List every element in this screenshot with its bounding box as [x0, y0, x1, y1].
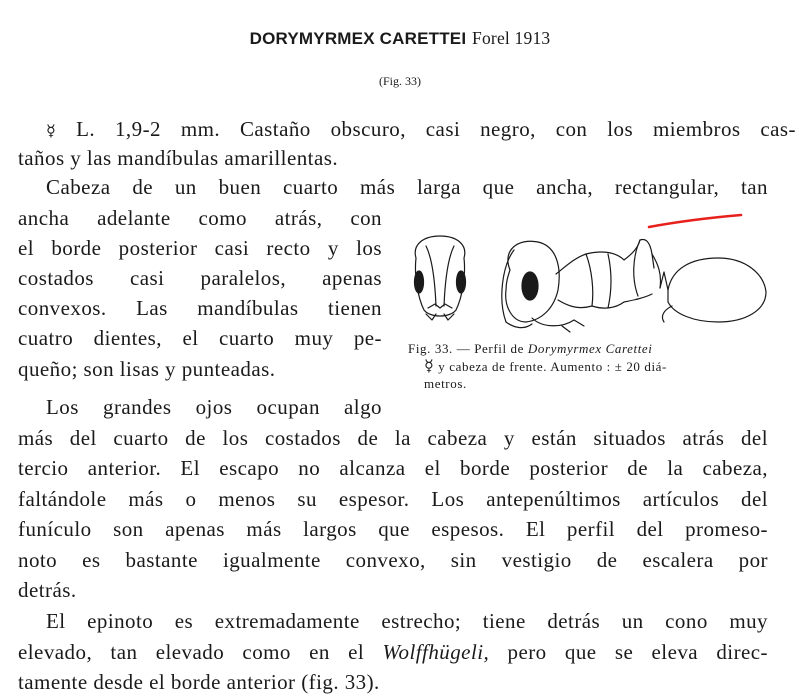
text-line: tamente desde el borde anterior (fig. 33).: [18, 670, 380, 694]
text-line: [46, 114, 796, 146]
text-span: L. 1,9-2 mm. Castaño obscuro, casi negro, con los miembros cas-: [76, 117, 796, 141]
worker-symbol: ☿: [424, 356, 435, 375]
text-line: tercio anterior. El escapo no alcanza el borde posterior de la cabeza,: [18, 456, 768, 480]
text-line: noto es bastante igualmente convexo, sin vestigio de escalera por: [18, 548, 768, 572]
text-line: Cabeza de un buen cuarto más larga que ancha, rectangular, tan: [46, 175, 768, 199]
text-line: El epinoto es extremadamente estrecho; tiene detrás un cono muy: [46, 609, 768, 633]
worker-symbol: ☿: [46, 121, 57, 140]
text-line: ancha adelante como atrás, con: [18, 206, 382, 230]
text-line: taños y las mandíbulas amarillentas.: [18, 146, 339, 170]
text-line: costados casi paralelos, apenas: [18, 266, 382, 290]
caption-line: metros.: [424, 376, 467, 391]
caption-line: [408, 340, 758, 357]
text-line: detrás.: [18, 578, 77, 602]
species-italic: Wolffhügeli,: [382, 640, 490, 664]
text-line: faltándole más o menos su espesor. Los antepenúltimos artículos del: [18, 487, 768, 511]
text-line: Los grandes ojos ocupan algo: [46, 395, 382, 419]
red-annotation-mark: [646, 210, 746, 230]
species-italic: Dorymyrmex Carettei: [527, 341, 653, 356]
ant-profile-view: [502, 240, 766, 332]
figure-reference: (Fig. 33): [379, 74, 421, 88]
figure-caption: [408, 340, 758, 392]
author-year: Forel 1913: [472, 28, 551, 48]
text-line: funículo son apenas más largos que espesos. El perfil del promeso-: [18, 517, 768, 541]
text-line: cuatro dientes, el cuarto muy pe-: [18, 326, 382, 350]
caption-text: Fig. 33. — Perfil de: [408, 341, 524, 356]
text-line: [18, 637, 768, 667]
text-line: el borde posterior casi recto y los: [18, 236, 382, 260]
caption-text: y cabeza de frente. Aumento : ± 20 diá-: [438, 359, 667, 374]
text-span: pero que se eleva direc-: [507, 640, 768, 664]
text-line: queño; son lisas y punteadas.: [18, 357, 276, 381]
species-name: DORYMYRMEX CARETTEI: [249, 29, 467, 48]
page-title: [0, 28, 800, 49]
text-line: convexos. Las mandíbulas tienen: [18, 296, 382, 320]
text-span: elevado, tan elevado como en el: [18, 640, 365, 664]
caption-line: [408, 357, 758, 375]
head-frontal-view: [415, 236, 466, 320]
text-line: más del cuarto de los costados de la cabeza y están situados atrás del: [18, 426, 768, 450]
